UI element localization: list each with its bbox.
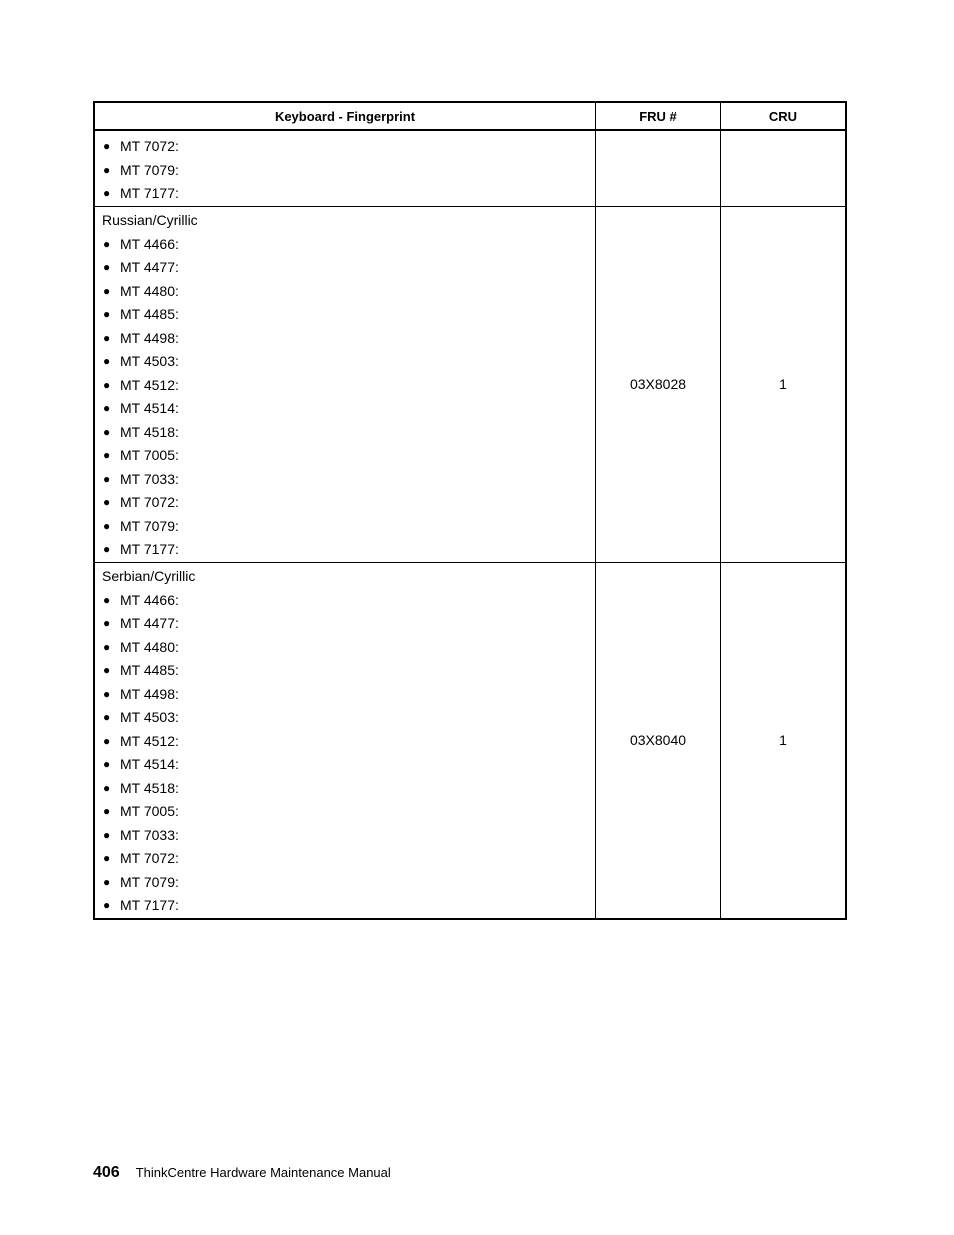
list-item: ● MT 7033: — [102, 468, 595, 492]
bullet-icon: ● — [103, 874, 111, 889]
header-description: Keyboard - Fingerprint — [94, 102, 596, 130]
bullet-icon: ● — [103, 139, 111, 153]
bullet-icon: ● — [103, 448, 111, 462]
list-item: ● MT 4512: — [102, 374, 595, 398]
bullet-icon: ● — [103, 260, 111, 274]
list-item: ● MT 4518: — [102, 421, 595, 445]
bullet-icon: ● — [103, 186, 111, 200]
header-fru: FRU # — [596, 102, 721, 130]
list-item: ● MT 7005: — [102, 800, 595, 824]
list-item: ● MT 4503: — [102, 350, 595, 374]
bullet-icon: ● — [103, 307, 111, 321]
list-item: ● MT 4485: — [102, 659, 595, 683]
bullet-icon: ● — [103, 757, 111, 771]
list-item: ● MT 7005: — [102, 444, 595, 468]
list-item: ● MT 7177: — [102, 182, 595, 206]
list-item: ● MT 4514: — [102, 397, 595, 421]
bullet-icon: ● — [103, 424, 111, 439]
list-item: ● MT 7072: — [102, 491, 595, 515]
list-item: ● MT 7033: — [102, 824, 595, 848]
list-item: ● MT 7072: — [102, 135, 595, 159]
header-cru: CRU — [721, 102, 847, 130]
page-footer — [93, 1164, 391, 1182]
list-item: ● MT 4466: — [102, 233, 595, 257]
continued-description-cell — [94, 130, 596, 206]
list-item: ● MT 7079: — [102, 871, 595, 895]
bullet-icon: ● — [103, 471, 111, 486]
group-label: Russian/Cyrillic — [102, 211, 198, 228]
bullet-icon: ● — [103, 780, 111, 795]
bullet-icon: ● — [103, 283, 111, 298]
serbian-list — [102, 589, 595, 918]
list-item: ● MT 4503: — [102, 706, 595, 730]
russian-list — [102, 233, 595, 562]
bullet-icon: ● — [103, 495, 111, 509]
page-number: 406 — [93, 1164, 120, 1181]
bullet-icon: ● — [103, 162, 111, 177]
serbian-description-cell — [94, 562, 596, 919]
list-item: ● MT 4498: — [102, 683, 595, 707]
table-row-continued — [94, 130, 846, 206]
bullet-icon: ● — [103, 377, 111, 392]
table-row-serbian — [94, 562, 846, 919]
bullet-icon: ● — [103, 686, 111, 701]
russian-description-cell — [94, 206, 596, 562]
list-item: ● MT 4480: — [102, 636, 595, 660]
list-item: ● MT 4480: — [102, 280, 595, 304]
continued-list — [102, 131, 595, 206]
bullet-icon: ● — [103, 827, 111, 842]
bullet-icon: ● — [103, 898, 111, 912]
continued-cru-cell — [721, 130, 847, 206]
russian-fru-cell: 03X8028 — [596, 206, 721, 562]
bullet-icon: ● — [103, 401, 111, 415]
bullet-icon: ● — [103, 592, 111, 607]
bullet-icon: ● — [103, 616, 111, 630]
list-item: ● MT 7072: — [102, 847, 595, 871]
bullet-icon: ● — [103, 518, 111, 533]
serbian-cru-cell: 1 — [721, 562, 847, 919]
bullet-icon: ● — [103, 330, 111, 345]
list-item: ● MT 4518: — [102, 777, 595, 801]
list-item: ● MT 4477: — [102, 256, 595, 280]
list-item: ● MT 7177: — [102, 538, 595, 562]
bullet-icon: ● — [103, 710, 111, 724]
table-row-russian — [94, 206, 846, 562]
list-item: ● MT 7079: — [102, 515, 595, 539]
list-item: ● MT 4512: — [102, 730, 595, 754]
table-header-row — [94, 102, 846, 130]
bullet-icon: ● — [103, 851, 111, 865]
parts-table — [93, 101, 847, 920]
manual-title: ThinkCentre Hardware Maintenance Manual — [135, 1165, 391, 1180]
list-item: ● MT 7177: — [102, 894, 595, 918]
list-item: ● MT 4466: — [102, 589, 595, 613]
bullet-icon: ● — [103, 733, 111, 748]
bullet-icon: ● — [103, 804, 111, 818]
list-item: ● MT 4485: — [102, 303, 595, 327]
list-item: ● MT 7079: — [102, 159, 595, 183]
russian-cru-cell: 1 — [721, 206, 847, 562]
list-item: ● MT 4514: — [102, 753, 595, 777]
bullet-icon: ● — [103, 639, 111, 654]
continued-fru-cell — [596, 130, 721, 206]
bullet-icon: ● — [103, 236, 111, 251]
list-item: ● MT 4498: — [102, 327, 595, 351]
bullet-icon: ● — [103, 354, 111, 368]
bullet-icon: ● — [103, 663, 111, 677]
group-label: Serbian/Cyrillic — [102, 567, 196, 584]
serbian-fru-cell: 03X8040 — [596, 562, 721, 919]
list-item: ● MT 4477: — [102, 612, 595, 636]
bullet-icon: ● — [103, 542, 111, 556]
